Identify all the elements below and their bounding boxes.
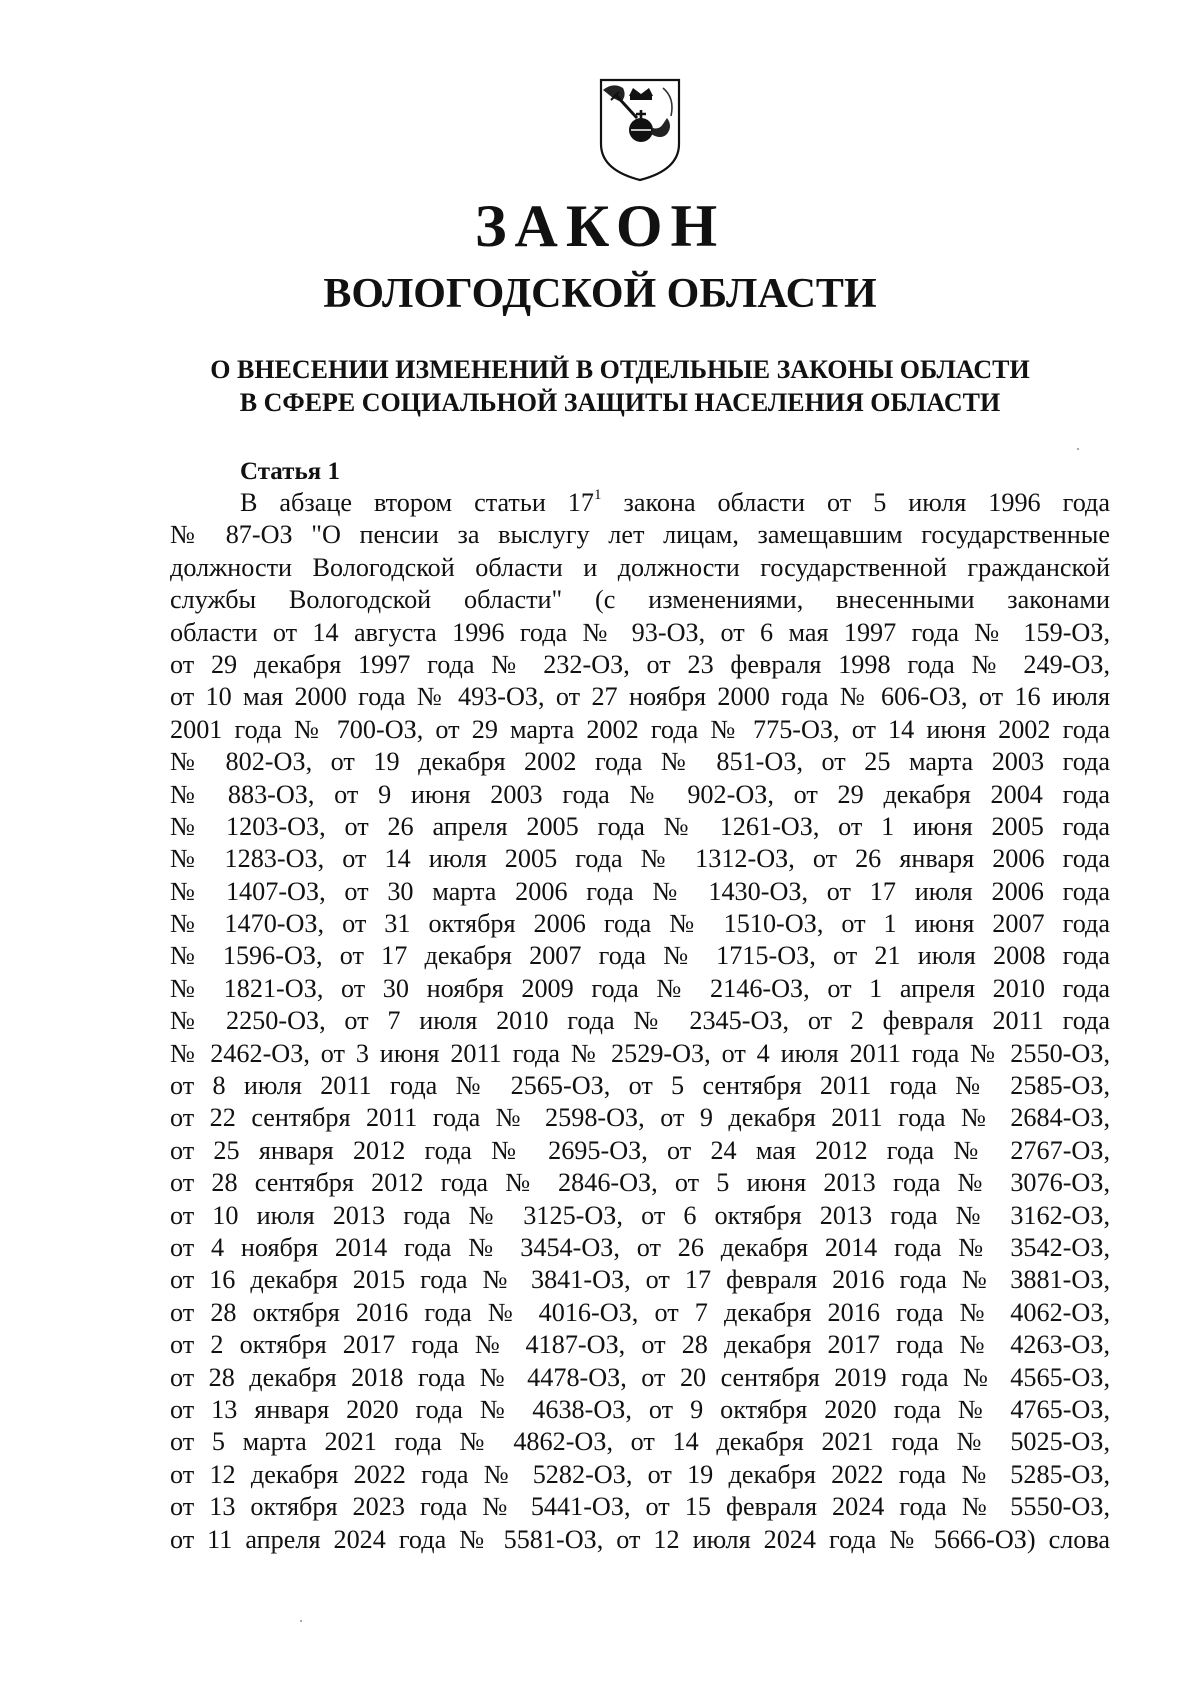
article-line: № 883-ОЗ, от 9 июня 2003 года № 902-ОЗ, от 29 декабря 2004 года xyxy=(170,779,1110,809)
article-lines xyxy=(170,519,1110,1556)
article-line: службы Вологодской области" (с изменениями, внесенными законами xyxy=(170,585,1110,615)
article-line: от 29 декабря 1997 года № 232-ОЗ, от 23 февраля 1998 года № 249-ОЗ, xyxy=(170,649,1110,679)
article-line: должности Вологодской области и должности государственной гражданской xyxy=(170,552,1110,582)
article-line: № 1821-ОЗ, от 30 ноября 2009 года № 2146-ОЗ, от 1 апреля 2010 года xyxy=(170,973,1110,1003)
article-line: № 1470-ОЗ, от 31 октября 2006 года № 1510-ОЗ, от 1 июня 2007 года xyxy=(170,909,1110,939)
article-line: № 802-ОЗ, от 19 декабря 2002 года № 851-ОЗ, от 25 марта 2003 года xyxy=(170,747,1110,777)
article-line: № 1283-ОЗ, от 14 июля 2005 года № 1312-ОЗ, от 26 января 2006 года xyxy=(170,844,1110,874)
article-line: от 10 мая 2000 года № 493-ОЗ, от 27 ноября 2000 года № 606-ОЗ, от 16 июля xyxy=(170,682,1110,712)
article-line: от 12 декабря 2022 года № 5282-ОЗ, от 19 декабря 2022 года № 5285-ОЗ, xyxy=(170,1459,1110,1489)
article-line: от 28 декабря 2018 года № 4478-ОЗ, от 20 сентября 2019 года № 4565-ОЗ, xyxy=(170,1362,1110,1392)
article-line: 2001 года № 700-ОЗ, от 29 марта 2002 года № 775-ОЗ, от 14 июня 2002 года xyxy=(170,714,1110,744)
article-line: от 10 июля 2013 года № 3125-ОЗ, от 6 октября 2013 года № 3162-ОЗ, xyxy=(170,1200,1110,1230)
article-line: от 22 сентября 2011 года № 2598-ОЗ, от 9 декабря 2011 года № 2684-ОЗ, xyxy=(170,1103,1110,1133)
article-line: от 25 января 2012 года № 2695-ОЗ, от 24 мая 2012 года № 2767-ОЗ, xyxy=(170,1135,1110,1165)
superscript: 1 xyxy=(594,487,602,504)
article-line xyxy=(170,487,1110,519)
article-heading: Статья 1 xyxy=(240,458,340,485)
law-title: ЗАКОН xyxy=(474,193,726,259)
scan-speck xyxy=(1077,448,1079,450)
article-line: от 13 января 2020 года № 4638-ОЗ, от 9 октября 2020 года № 4765-ОЗ, xyxy=(170,1394,1110,1424)
article-line: от 5 марта 2021 года № 4862-ОЗ, от 14 декабря 2021 года № 5025-ОЗ, xyxy=(170,1427,1110,1457)
article-line: № 87-ОЗ "О пенсии за выслугу лет лицам, замещавшим государственные xyxy=(170,520,1110,550)
article-line: от 8 июля 2011 года № 2565-ОЗ, от 5 сентября 2011 года № 2585-ОЗ, xyxy=(170,1071,1110,1101)
article-line: № 2250-ОЗ, от 7 июля 2010 года № 2345-ОЗ, от 2 февраля 2011 года xyxy=(170,1006,1110,1036)
article-line-text: закона области от 5 июля 1996 года xyxy=(601,488,1110,517)
article-line: от 28 сентября 2012 года № 2846-ОЗ, от 5 июня 2013 года № 3076-ОЗ, xyxy=(170,1168,1110,1198)
article-line: области от 14 августа 1996 года № 93-ОЗ, от 6 мая 1997 года № 159-ОЗ, xyxy=(170,617,1110,647)
scan-speck xyxy=(300,1620,302,1622)
law-subject-line: О ВНЕСЕНИИ ИЗМЕНЕНИЙ В ОТДЕЛЬНЫЕ ЗАКОНЫ ОБЛАСТИ xyxy=(210,355,1030,384)
article-line: от 28 октября 2016 года № 4016-ОЗ, от 7 декабря 2016 года № 4062-ОЗ, xyxy=(170,1297,1110,1327)
article-line: № 1203-ОЗ, от 26 апреля 2005 года № 1261-ОЗ, от 1 июня 2005 года xyxy=(170,811,1110,841)
article-line: от 16 декабря 2015 года № 3841-ОЗ, от 17 февраля 2016 года № 3881-ОЗ, xyxy=(170,1265,1110,1295)
article-line: № 1596-ОЗ, от 17 декабря 2007 года № 1715-ОЗ, от 21 июля 2008 года xyxy=(170,941,1110,971)
law-subject-line: В СФЕРЕ СОЦИАЛЬНОЙ ЗАЩИТЫ НАСЕЛЕНИЯ ОБЛАСТИ xyxy=(239,388,1001,417)
article-line: от 11 апреля 2024 года № 5581-ОЗ, от 12 июля 2024 года № 5666-ОЗ) слова xyxy=(170,1524,1110,1554)
article-line: от 4 ноября 2014 года № 3454-ОЗ, от 26 декабря 2014 года № 3542-ОЗ, xyxy=(170,1232,1110,1262)
law-subject xyxy=(160,353,1080,419)
article-line: № 2462-ОЗ, от 3 июня 2011 года № 2529-ОЗ, от 4 июля 2011 года № 2550-ОЗ, xyxy=(170,1038,1110,1068)
article-line: № 1407-ОЗ, от 30 марта 2006 года № 1430-ОЗ, от 17 июля 2006 года xyxy=(170,876,1110,906)
coat-of-arms-icon xyxy=(597,74,683,184)
article-line-text: В абзаце втором статьи 17 xyxy=(240,488,594,517)
article-body xyxy=(170,487,1110,1556)
article-line: от 2 октября 2017 года № 4187-ОЗ, от 28 декабря 2017 года № 4263-ОЗ, xyxy=(170,1330,1110,1360)
law-region: ВОЛОГОДСКОЙ ОБЛАСТИ xyxy=(323,271,877,317)
article-line: от 13 октября 2023 года № 5441-ОЗ, от 15 февраля 2024 года № 5550-ОЗ, xyxy=(170,1492,1110,1522)
